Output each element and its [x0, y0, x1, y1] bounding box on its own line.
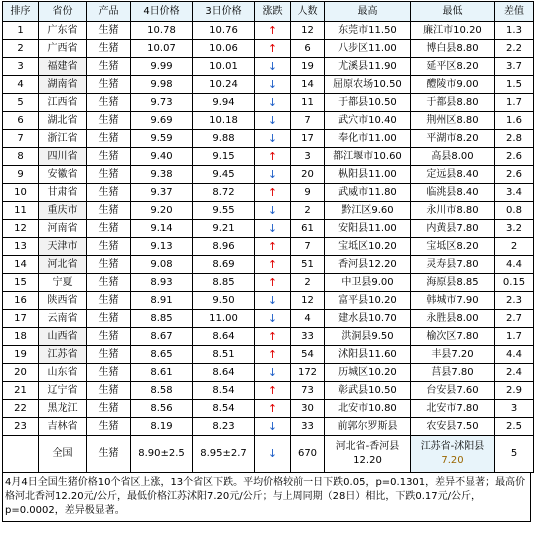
lowest-cell: 北安市7.80: [411, 400, 495, 418]
rank-cell: 19: [3, 346, 39, 364]
price-4-cell: 10.78: [131, 22, 193, 40]
price-3-cell: 10.76: [193, 22, 255, 40]
count-cell: 51: [291, 256, 325, 274]
total-count-cell: 670: [291, 436, 325, 473]
count-cell: 172: [291, 364, 325, 382]
highest-cell: 屈原农场10.50: [325, 76, 411, 94]
total-price-4-cell: 8.90±2.5: [131, 436, 193, 473]
count-cell: 2: [291, 202, 325, 220]
product-cell: 生猪: [87, 400, 131, 418]
count-cell: 20: [291, 166, 325, 184]
highest-cell: 都江堰市10.60: [325, 148, 411, 166]
total-lowest-cell: [411, 436, 495, 473]
change-arrow-icon: ↓: [255, 112, 291, 130]
diff-cell: 2.6: [495, 166, 534, 184]
price-4-cell: 8.61: [131, 364, 193, 382]
table-row: [3, 274, 534, 292]
table-row: [3, 112, 534, 130]
province-cell: 宁夏: [39, 274, 87, 292]
product-cell: 生猪: [87, 202, 131, 220]
price-3-cell: 9.21: [193, 220, 255, 238]
price-4-cell: 9.13: [131, 238, 193, 256]
product-cell: 生猪: [87, 274, 131, 292]
change-arrow-icon: ↑: [255, 184, 291, 202]
price-4-cell: 8.58: [131, 382, 193, 400]
diff-cell: 1.5: [495, 76, 534, 94]
price-4-cell: 9.08: [131, 256, 193, 274]
highest-cell: 八步区11.00: [325, 40, 411, 58]
diff-cell: 2.2: [495, 40, 534, 58]
price-3-cell: 9.94: [193, 94, 255, 112]
price-4-cell: 8.85: [131, 310, 193, 328]
highest-cell: 黔江区9.60: [325, 202, 411, 220]
diff-cell: 2.9: [495, 382, 534, 400]
lowest-cell: 永川市8.80: [411, 202, 495, 220]
change-arrow-icon: ↑: [255, 238, 291, 256]
rank-cell: 6: [3, 112, 39, 130]
price-3-cell: 8.54: [193, 400, 255, 418]
product-cell: 生猪: [87, 364, 131, 382]
product-cell: 生猪: [87, 328, 131, 346]
header-change: 涨跌: [255, 2, 291, 22]
header-count: 人数: [291, 2, 325, 22]
table-row: [3, 328, 534, 346]
price-4-cell: 8.93: [131, 274, 193, 292]
header-rank: 排序: [3, 2, 39, 22]
product-cell: 生猪: [87, 418, 131, 436]
count-cell: 54: [291, 346, 325, 364]
rank-cell: 1: [3, 22, 39, 40]
table-row: [3, 22, 534, 40]
change-arrow-icon: ↑: [255, 382, 291, 400]
diff-cell: 3.2: [495, 220, 534, 238]
province-cell: 湖南省: [39, 76, 87, 94]
province-cell: 江苏省: [39, 346, 87, 364]
price-3-cell: 8.64: [193, 364, 255, 382]
province-cell: 云南省: [39, 310, 87, 328]
price-4-cell: 9.98: [131, 76, 193, 94]
province-cell: 山东省: [39, 364, 87, 382]
product-cell: 生猪: [87, 112, 131, 130]
lowest-cell: 于都县8.80: [411, 94, 495, 112]
table-body: [3, 22, 534, 473]
count-cell: 3: [291, 148, 325, 166]
diff-cell: 1.3: [495, 22, 534, 40]
table-row: [3, 202, 534, 220]
change-arrow-icon: ↓: [255, 166, 291, 184]
lowest-cell: 荆州区8.80: [411, 112, 495, 130]
province-cell: 吉林省: [39, 418, 87, 436]
change-arrow-icon: ↑: [255, 256, 291, 274]
diff-cell: 2.8: [495, 130, 534, 148]
rank-cell: 9: [3, 166, 39, 184]
highest-cell: 北安市10.80: [325, 400, 411, 418]
product-cell: 生猪: [87, 22, 131, 40]
price-4-cell: 9.37: [131, 184, 193, 202]
summary-note: 4月4日全国生猪价格10个省区上涨，13个省区下跌。平均价格较前一日下跌0.05，p=0.1301，差异不显著；最高价格河北香河12.20元/公斤，最低价格江苏沭阳7.20元/公斤；与上周同期（28日）相比，下跌0.17元/公斤，p=0.0002，差异极显著。: [2, 473, 531, 522]
lowest-cell: 平湖市8.20: [411, 130, 495, 148]
product-cell: 生猪: [87, 238, 131, 256]
price-4-cell: 9.20: [131, 202, 193, 220]
rank-cell: 2: [3, 40, 39, 58]
highest-cell: 沭阳县11.60: [325, 346, 411, 364]
lowest-cell: 宝坻区8.20: [411, 238, 495, 256]
header-price-3: 3日价格: [193, 2, 255, 22]
price-4-cell: 8.56: [131, 400, 193, 418]
highest-cell: 东莞市11.50: [325, 22, 411, 40]
change-arrow-icon: ↓: [255, 436, 291, 473]
highest-cell: 彰武县10.50: [325, 382, 411, 400]
rank-cell: 7: [3, 130, 39, 148]
province-cell: 山西省: [39, 328, 87, 346]
price-4-cell: 8.19: [131, 418, 193, 436]
highest-cell: 武穴市10.40: [325, 112, 411, 130]
header-product: 产品: [87, 2, 131, 22]
change-arrow-icon: ↓: [255, 76, 291, 94]
price-3-cell: 8.54: [193, 382, 255, 400]
lowest-cell: 台安县7.60: [411, 382, 495, 400]
diff-cell: 4.4: [495, 256, 534, 274]
count-cell: 7: [291, 112, 325, 130]
highest-cell: 香河县12.20: [325, 256, 411, 274]
count-cell: 33: [291, 418, 325, 436]
total-price-3-cell: 8.95±2.7: [193, 436, 255, 473]
diff-cell: 3.7: [495, 58, 534, 76]
price-4-cell: 9.99: [131, 58, 193, 76]
lowest-cell: 廉江市10.20: [411, 22, 495, 40]
table-row: [3, 184, 534, 202]
header-province: 省份: [39, 2, 87, 22]
product-cell: 生猪: [87, 292, 131, 310]
lowest-cell: 韩城市7.90: [411, 292, 495, 310]
total-highest-cell: 河北省-香河县12.20: [325, 436, 411, 473]
diff-cell: 3: [495, 400, 534, 418]
diff-cell: 2.5: [495, 418, 534, 436]
diff-cell: 2.4: [495, 364, 534, 382]
rank-cell: 18: [3, 328, 39, 346]
price-3-cell: 10.06: [193, 40, 255, 58]
province-cell: 天津市: [39, 238, 87, 256]
table-row: [3, 364, 534, 382]
diff-cell: 2.6: [495, 148, 534, 166]
province-cell: 江西省: [39, 94, 87, 112]
change-arrow-icon: ↓: [255, 202, 291, 220]
rank-cell: 12: [3, 220, 39, 238]
table-row: [3, 130, 534, 148]
price-table-container: [2, 1, 533, 522]
highest-cell: 武威市11.80: [325, 184, 411, 202]
province-cell: 重庆市: [39, 202, 87, 220]
table-row: [3, 400, 534, 418]
highest-cell: 洪洞县9.50: [325, 328, 411, 346]
change-arrow-icon: ↑: [255, 328, 291, 346]
diff-cell: 0.15: [495, 274, 534, 292]
product-cell: 生猪: [87, 310, 131, 328]
count-cell: 61: [291, 220, 325, 238]
product-cell: 生猪: [87, 148, 131, 166]
table-row: [3, 76, 534, 94]
lowest-cell: 榆次区7.80: [411, 328, 495, 346]
highest-cell: 枞阳县11.00: [325, 166, 411, 184]
province-cell: 黑龙江: [39, 400, 87, 418]
lowest-cell: 内黄县7.80: [411, 220, 495, 238]
total-lowest-value: 7.20: [441, 455, 464, 466]
rank-cell: 17: [3, 310, 39, 328]
diff-cell: 2: [495, 238, 534, 256]
highest-cell: 安阳县11.00: [325, 220, 411, 238]
change-arrow-icon: ↓: [255, 418, 291, 436]
rank-cell: 8: [3, 148, 39, 166]
table-row: [3, 148, 534, 166]
count-cell: 9: [291, 184, 325, 202]
table-row: [3, 220, 534, 238]
price-4-cell: 9.14: [131, 220, 193, 238]
change-arrow-icon: ↑: [255, 400, 291, 418]
header-row: [3, 2, 534, 22]
price-3-cell: 9.15: [193, 148, 255, 166]
product-cell: 生猪: [87, 256, 131, 274]
lowest-cell: 永胜县8.00: [411, 310, 495, 328]
price-4-cell: 9.69: [131, 112, 193, 130]
count-cell: 2: [291, 274, 325, 292]
product-cell: 生猪: [87, 94, 131, 112]
rank-cell: 5: [3, 94, 39, 112]
total-diff-cell: 5: [495, 436, 534, 473]
price-3-cell: 9.45: [193, 166, 255, 184]
highest-cell: 富平县10.20: [325, 292, 411, 310]
header-diff: 差值: [495, 2, 534, 22]
price-3-cell: 8.23: [193, 418, 255, 436]
product-cell: 生猪: [87, 166, 131, 184]
price-3-cell: 10.18: [193, 112, 255, 130]
province-cell: 浙江省: [39, 130, 87, 148]
count-cell: 12: [291, 292, 325, 310]
highest-cell: 建水县10.70: [325, 310, 411, 328]
change-arrow-icon: ↓: [255, 130, 291, 148]
count-cell: 17: [291, 130, 325, 148]
lowest-cell: 高县8.00: [411, 148, 495, 166]
table-row: [3, 418, 534, 436]
product-cell: 生猪: [87, 130, 131, 148]
change-arrow-icon: ↓: [255, 364, 291, 382]
lowest-cell: 莒县7.80: [411, 364, 495, 382]
rank-cell: 10: [3, 184, 39, 202]
rank-cell: 4: [3, 76, 39, 94]
count-cell: 7: [291, 238, 325, 256]
province-cell: 福建省: [39, 58, 87, 76]
highest-cell: 奉化市11.00: [325, 130, 411, 148]
product-cell: 生猪: [87, 184, 131, 202]
rank-cell: 20: [3, 364, 39, 382]
table-row: [3, 382, 534, 400]
lowest-cell: 延平区8.20: [411, 58, 495, 76]
province-cell: 湖北省: [39, 112, 87, 130]
total-rank-cell: [3, 436, 39, 473]
province-cell: 河北省: [39, 256, 87, 274]
price-3-cell: 9.55: [193, 202, 255, 220]
province-cell: 安徽省: [39, 166, 87, 184]
price-4-cell: 9.40: [131, 148, 193, 166]
lowest-cell: 定远县8.40: [411, 166, 495, 184]
rank-cell: 3: [3, 58, 39, 76]
rank-cell: 21: [3, 382, 39, 400]
price-3-cell: 10.24: [193, 76, 255, 94]
highest-cell: 尤溪县11.90: [325, 58, 411, 76]
price-3-cell: 8.51: [193, 346, 255, 364]
price-4-cell: 9.38: [131, 166, 193, 184]
price-4-cell: 8.67: [131, 328, 193, 346]
count-cell: 30: [291, 400, 325, 418]
product-cell: 生猪: [87, 346, 131, 364]
price-3-cell: 11.00: [193, 310, 255, 328]
diff-cell: 2.3: [495, 292, 534, 310]
province-cell: 辽宁省: [39, 382, 87, 400]
price-3-cell: 8.72: [193, 184, 255, 202]
highest-cell: 于都县10.50: [325, 94, 411, 112]
diff-cell: 0.8: [495, 202, 534, 220]
change-arrow-icon: ↑: [255, 148, 291, 166]
highest-cell: 中卫县9.00: [325, 274, 411, 292]
province-cell: 广东省: [39, 22, 87, 40]
table-row: [3, 94, 534, 112]
lowest-cell: 海原县8.85: [411, 274, 495, 292]
province-cell: 四川省: [39, 148, 87, 166]
price-3-cell: 9.88: [193, 130, 255, 148]
change-arrow-icon: ↓: [255, 220, 291, 238]
diff-cell: 3.4: [495, 184, 534, 202]
count-cell: 19: [291, 58, 325, 76]
province-cell: 河南省: [39, 220, 87, 238]
province-cell: 甘肃省: [39, 184, 87, 202]
diff-cell: 4.4: [495, 346, 534, 364]
count-cell: 73: [291, 382, 325, 400]
total-row: [3, 436, 534, 473]
table-row: [3, 40, 534, 58]
diff-cell: 1.6: [495, 112, 534, 130]
table-row: [3, 256, 534, 274]
total-lowest-place: 江苏省-沭阳县: [420, 441, 485, 452]
product-cell: 生猪: [87, 40, 131, 58]
header-highest: 最高: [325, 2, 411, 22]
table-row: [3, 58, 534, 76]
product-cell: 生猪: [87, 220, 131, 238]
rank-cell: 13: [3, 238, 39, 256]
lowest-cell: 醴陵市9.00: [411, 76, 495, 94]
total-product-cell: 生猪: [87, 436, 131, 473]
lowest-cell: 农安县7.50: [411, 418, 495, 436]
product-cell: 生猪: [87, 58, 131, 76]
table-row: [3, 238, 534, 256]
highest-cell: 历城区10.20: [325, 364, 411, 382]
province-cell: 陕西省: [39, 292, 87, 310]
price-3-cell: 9.50: [193, 292, 255, 310]
price-4-cell: 9.59: [131, 130, 193, 148]
price-4-cell: 10.07: [131, 40, 193, 58]
price-3-cell: 8.85: [193, 274, 255, 292]
change-arrow-icon: ↓: [255, 94, 291, 112]
table-row: [3, 310, 534, 328]
count-cell: 11: [291, 94, 325, 112]
change-arrow-icon: ↑: [255, 22, 291, 40]
change-arrow-icon: ↓: [255, 292, 291, 310]
change-arrow-icon: ↑: [255, 274, 291, 292]
change-arrow-icon: ↑: [255, 40, 291, 58]
change-arrow-icon: ↑: [255, 346, 291, 364]
diff-cell: 2.7: [495, 310, 534, 328]
count-cell: 6: [291, 40, 325, 58]
rank-cell: 15: [3, 274, 39, 292]
diff-cell: 1.7: [495, 94, 534, 112]
table-row: [3, 292, 534, 310]
total-province-cell: 全国: [39, 436, 87, 473]
lowest-cell: 临洮县8.40: [411, 184, 495, 202]
rank-cell: 14: [3, 256, 39, 274]
diff-cell: 1.7: [495, 328, 534, 346]
count-cell: 14: [291, 76, 325, 94]
price-4-cell: 8.91: [131, 292, 193, 310]
count-cell: 4: [291, 310, 325, 328]
product-cell: 生猪: [87, 76, 131, 94]
lowest-cell: 丰县7.20: [411, 346, 495, 364]
price-3-cell: 10.01: [193, 58, 255, 76]
price-4-cell: 9.73: [131, 94, 193, 112]
product-cell: 生猪: [87, 382, 131, 400]
count-cell: 33: [291, 328, 325, 346]
count-cell: 12: [291, 22, 325, 40]
price-4-cell: 8.65: [131, 346, 193, 364]
rank-cell: 16: [3, 292, 39, 310]
highest-cell: 前郭尔罗斯县: [325, 418, 411, 436]
change-arrow-icon: ↓: [255, 310, 291, 328]
header-price-4: 4日价格: [131, 2, 193, 22]
price-table: [2, 1, 534, 473]
lowest-cell: 博白县8.80: [411, 40, 495, 58]
lowest-cell: 灵寿县7.80: [411, 256, 495, 274]
price-3-cell: 8.96: [193, 238, 255, 256]
highest-cell: 宝坻区10.20: [325, 238, 411, 256]
rank-cell: 11: [3, 202, 39, 220]
price-3-cell: 8.69: [193, 256, 255, 274]
table-row: [3, 346, 534, 364]
rank-cell: 23: [3, 418, 39, 436]
header-lowest: 最低: [411, 2, 495, 22]
table-row: [3, 166, 534, 184]
rank-cell: 22: [3, 400, 39, 418]
province-cell: 广西省: [39, 40, 87, 58]
price-3-cell: 8.64: [193, 328, 255, 346]
change-arrow-icon: ↓: [255, 58, 291, 76]
